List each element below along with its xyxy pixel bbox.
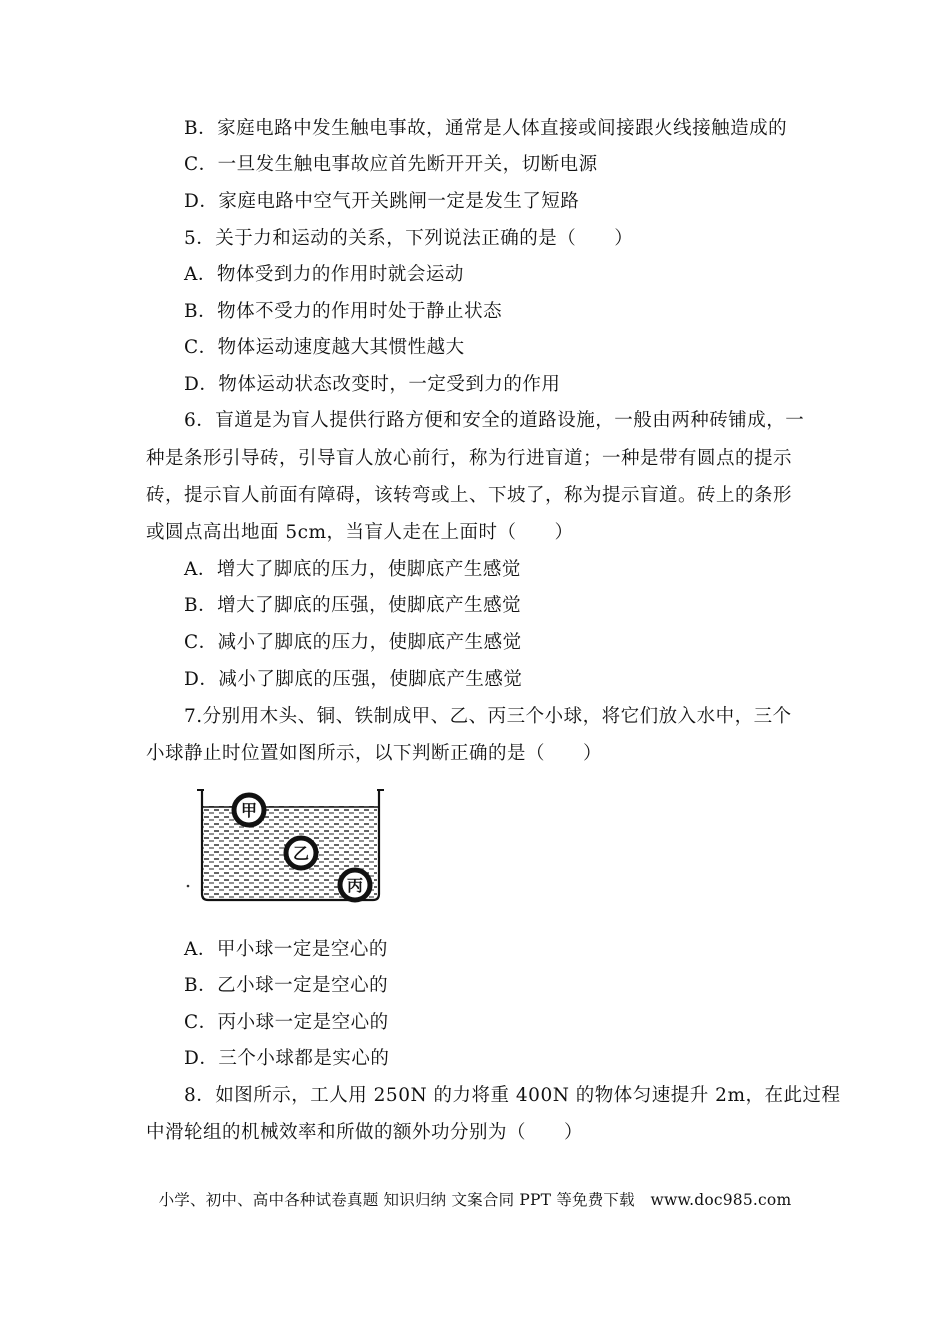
water-tank-figure — [183, 786, 388, 904]
line-d-electric: D．家庭电路中空气开关跳闸一定是发生了短路 — [184, 191, 580, 212]
q5-option-c: C．物体运动速度越大其惯性越大 — [184, 337, 465, 358]
question-6-line-1: 6．盲道是为盲人提供行路方便和安全的道路设施，一般由两种砖铺成，一 — [184, 410, 805, 431]
ball-jia-label: 甲 — [240, 801, 258, 820]
line-b-electric: B．家庭电路中发生触电事故，通常是人体直接或间接跟火线接触造成的 — [184, 118, 788, 139]
q7-option-c: C．丙小球一定是空心的 — [184, 1012, 389, 1033]
q7-option-b: B．乙小球一定是空心的 — [184, 975, 389, 996]
question-5: 5．关于力和运动的关系，下列说法正确的是（ ） — [184, 228, 634, 249]
q7-option-d: D．三个小球都是实心的 — [184, 1048, 390, 1069]
q6-option-a: A．增大了脚底的压力，使脚底产生感觉 — [184, 559, 521, 580]
ball-bing-label: 丙 — [346, 876, 364, 895]
q6-option-c: C．减小了脚底的压力，使脚底产生感觉 — [184, 632, 522, 653]
q5-option-a: A．物体受到力的作用时就会运动 — [184, 264, 464, 285]
water-tank-svg — [183, 786, 388, 904]
question-7-line-2: 小球静止时位置如图所示，以下判断正确的是（ ） — [146, 743, 603, 764]
question-8-line-2: 中滑轮组的机械效率和所做的额外功分别为（ ） — [146, 1122, 584, 1143]
ball-bing — [340, 870, 370, 900]
question-6-line-2: 种是条形引导砖，引导盲人放心前行，称为行进盲道；一种是带有圆点的提示 — [146, 448, 793, 469]
q6-option-b: B．增大了脚底的压强，使脚底产生感觉 — [184, 595, 522, 616]
ball-yi-label: 乙 — [292, 844, 310, 863]
page-footer: 小学、初中、高中各种试卷真题 知识归纳 文案合同 PPT 等免费下载 www.doc985.com — [158, 1191, 792, 1209]
line-c-electric: C．一旦发生触电事故应首先断开开关，切断电源 — [184, 154, 598, 175]
question-7-line-1: 7.分别用木头、铜、铁制成甲、乙、丙三个小球，将它们放入水中，三个 — [184, 706, 792, 727]
q6-option-d: D．减小了脚底的压强，使脚底产生感觉 — [184, 669, 523, 690]
q7-option-a: A．甲小球一定是空心的 — [184, 939, 388, 960]
question-6-line-3: 砖，提示盲人前面有障碍，该转弯或上、下坡了，称为提示盲道。砖上的条形 — [146, 485, 793, 506]
q5-option-b: B．物体不受力的作用时处于静止状态 — [184, 301, 503, 322]
question-6-line-4: 或圆点高出地面 5cm，当盲人走在上面时（ ） — [146, 522, 574, 543]
ball-yi — [286, 838, 316, 868]
ball-jia — [234, 795, 264, 825]
q5-option-d: D．物体运动状态改变时，一定受到力的作用 — [184, 374, 561, 395]
question-8-line-1: 8．如图所示，工人用 250N 的力将重 400N 的物体匀速提升 2m，在此过程 — [184, 1085, 841, 1106]
